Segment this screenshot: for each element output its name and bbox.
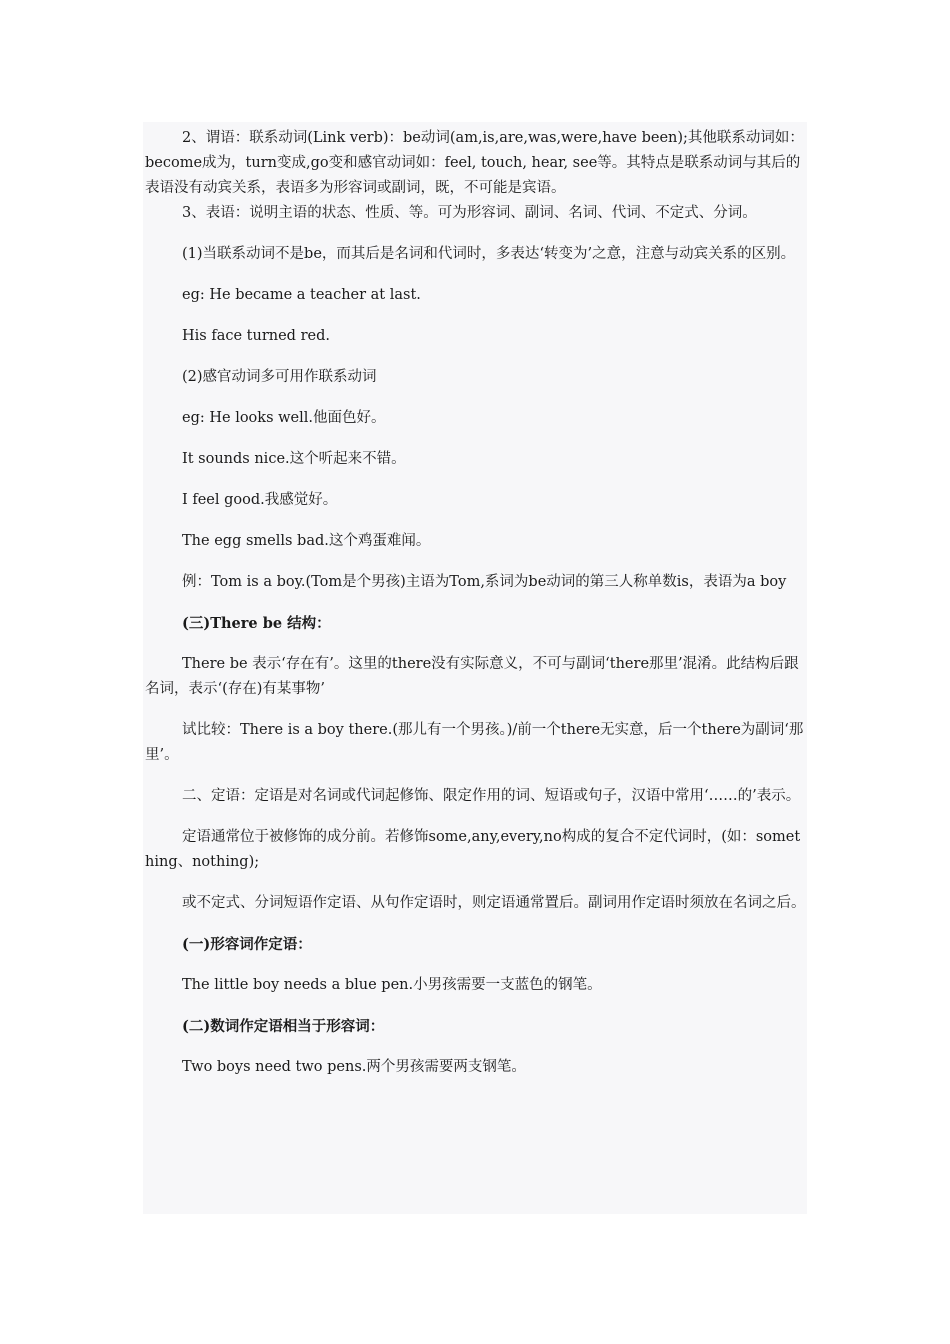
- section-heading-there-be: (三)There be 结构：: [182, 615, 331, 632]
- paragraph-predicate: 2、谓语：联系动词(Link verb)：be动词(am,is,are,was,were,have been);其他联系动词如：become成为，turn变成,go变和感官动词如：feel, touch, hear, see等。其特点是联系动词与其后的表语没有动宾关系，表语多为形容词或副词，既，不可能是宾语。: [145, 130, 804, 196]
- paragraph-sense-verbs: (2)感官动词多可用作联系动词: [182, 369, 377, 385]
- example-sentence: eg: He became a teacher at last.: [182, 287, 421, 303]
- example-sentence: His face turned red.: [182, 328, 330, 344]
- paragraph-linking-verb-note: (1)当联系动词不是be，而其后是名词和代词时，多表达‘转变为’之意，注意与动宾关系的区别。: [182, 246, 796, 262]
- example-sentence: I feel good.我感觉好。: [182, 492, 338, 508]
- example-sentence: The little boy needs a blue pen.小男孩需要一支蓝色的钢笔。: [182, 977, 602, 993]
- example-sentence: Two boys need two pens.两个男孩需要两支钢笔。: [182, 1059, 526, 1075]
- paragraph-attributive: 二、定语：定语是对名词或代词起修饰、限定作用的词、短语或句子，汉语中常用‘……的’表示。: [182, 788, 801, 804]
- example-sentence: eg: He looks well.他面色好。: [182, 410, 386, 426]
- example-sentence: It sounds nice.这个听起来不错。: [182, 451, 406, 467]
- document-body: [145, 126, 809, 1080]
- section-heading-numeral: (二)数词作定语相当于形容词：: [182, 1018, 385, 1035]
- paragraph-there-be: There be 表示‘存在有’。这里的there没有实际意义，不可与副词‘there那里’混淆。此结构后跟名词，表示‘(存在)有某事物’: [145, 656, 799, 697]
- paragraph-predicative: 3、表语：说明主语的状态、性质、等。可为形容词、副词、名词、代词、不定式、分词。: [182, 205, 757, 221]
- paragraph-attributive-postposition: 或不定式、分词短语作定语、从句作定语时，则定语通常置后。副词用作定语时须放在名词之后。: [182, 895, 806, 911]
- paragraph-comparison: 试比较：There is a boy there.(那儿有一个男孩。)/前一个there无实意，后一个there为副词‘那里’。: [145, 722, 804, 763]
- paragraph-example-tom: 例：Tom is a boy.(Tom是个男孩)主语为Tom,系词为be动词的第三人称单数is，表语为a boy: [182, 574, 787, 590]
- paragraph-attributive-position: 定语通常位于被修饰的成分前。若修饰some,any,every,no构成的复合不定代词时，(如：something、nothing);: [145, 829, 801, 870]
- section-heading-adjective: (一)形容词作定语：: [182, 936, 312, 953]
- example-sentence: The egg smells bad.这个鸡蛋难闻。: [182, 533, 431, 549]
